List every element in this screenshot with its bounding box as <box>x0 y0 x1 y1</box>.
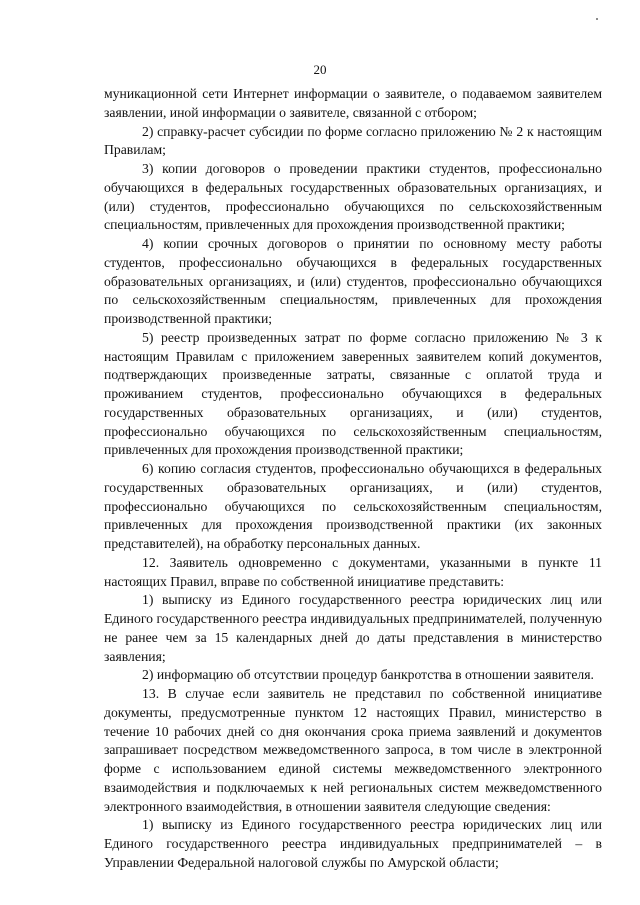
document-body <box>104 85 602 873</box>
paragraph-item-4: 4) копии срочных договоров о принятии по основному месту работы студентов, профессионально обучающихся в федеральных государственных образовательных организациях, и (или) студентов, профессионально обучающихся по сельскохозяйственным специальностям, привлеченных для прохождения производственной практики; <box>104 236 602 326</box>
paragraph-clause-12: 12. Заявитель одновременно с документами, указанными в пункте 11 настоящих Правил, вправе по собственной инициативе представить: <box>104 554 602 589</box>
paragraph-clause-12-item-2: 2) информацию об отсутствии процедур банкротства в отношении заявителя. <box>142 667 594 683</box>
paragraph-item-6: 6) копию согласия студентов, профессионально обучающихся в федеральных государственных образовательных организациях, и (или) студентов, профессионально обучающихся по сельскохозяйственным специальностям, привлеченных для прохождения производственной практики (их законных представителей), на обработку персональных данных. <box>104 461 602 551</box>
page-number: 20 <box>313 62 327 77</box>
paragraph-clause-13: 13. В случае если заявитель не представил по собственной инициативе документы, предусмотренные пунктом 12 настоящих Правил, министерство в течение 10 рабочих дней со дня окончания срока приема заявлений и документов запрашивает посредством межведомственного запроса, в том числе в электронной форме с использованием единой системы межведомственного электронного взаимодействия и подключаемых к ней региональных систем межведомственного электронного взаимодействия, в отношении заявителя следующие сведения: <box>104 686 602 814</box>
paragraph-item-3: 3) копии договоров о проведении практики студентов, профессионально обучающихся в федеральных государственных образовательных организациях, и (или) студентов, профессионально обучающихся по сельскохозяйственным специальностям, привлеченных для прохождения производственной практики; <box>104 161 602 233</box>
paragraph-continuation: муникационной сети Интернет информации о заявителе, о подаваемом заявителем заявлении, иной информации о заявителе, связанной с отбором; <box>104 86 602 120</box>
paragraph-item-5: 5) реестр произведенных затрат по форме согласно приложению № 3 к настоящим Правилам с приложением заверенных заявителем копий документов, подтверждающих произведенные затраты, связанные с оплатой труда и проживанием студентов, профессионально обучающихся в федеральных государственных образовательных организациях, и (или) студентов, профессионально обучающихся по сельскохозяйственным специальностям, привлеченных для прохождения производственной практики; <box>104 329 602 458</box>
paragraph-clause-12-item-1: 1) выписку из Единого государственного реестра юридических лиц или Единого государственного реестра индивидуальных предпринимателей, полученную не ранее чем за 15 календарных дней до даты представления в министерство заявления; <box>104 592 602 664</box>
paragraph-clause-13-item-1: 1) выписку из Единого государственного реестра юридических лиц или Единого государственного реестра индивидуальных предпринимателей – в Управлении Федеральной налоговой службы по Амурской области; <box>104 817 602 870</box>
scan-speck <box>596 18 598 20</box>
paragraph-item-2: 2) справку-расчет субсидии по форме согласно приложению № 2 к настоящим Правилам; <box>104 123 602 158</box>
